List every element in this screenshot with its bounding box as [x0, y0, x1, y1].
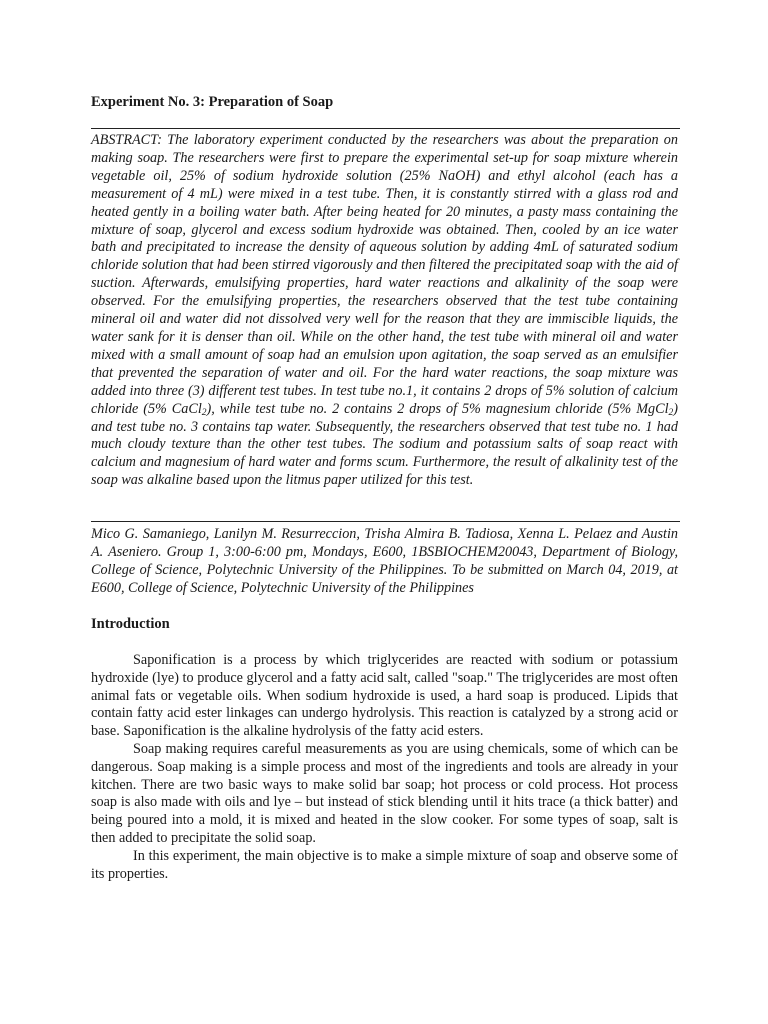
- abstract-subscript-2: 2: [668, 407, 674, 418]
- authors-top-rule: [91, 521, 680, 522]
- introduction-body: [91, 652, 678, 883]
- abstract-part-2: ), while test tube no. 2 contains 2 drops of 5% magnesium chloride (5% MgCl: [206, 400, 669, 417]
- abstract-part-1: ABSTRACT: The laboratory experiment conducted by the researchers was about the preparation on making soap. The researchers were first to prepare the experimental set-up for soap mixture wherein vegetable oil, 25% of sodium hydroxide solution (25% NaOH) and ethyl alcohol (each has a measurement of 4 mL) were mixed in a test tube. Then, it is constantly stirred with a glass rod and heated gently in a boiling water bath. After being heated for 20 minutes, a pasty mass containing the mixture of soap, glycerol and excess sodium hydroxide was obtained. Then, cooled by an ice water bath and precipitated to increase the density of aqueous solution by adding 4mL of saturated sodium chloride solution that had been stirred vigorously and then filtered the precipitated soap with the aid of suction. Afterwards, emulsifying properties, hard water reactions and alkalinity of the soap were observed. For the emulsifying properties, the researchers observed that the test tube containing mineral oil and water did not dissolved very well for the reason that they are immiscible liquids, the water sank for it is denser than oil. While on the other hand, the test tube with mineral oil and water mixed with a small amount of soap had an emulsion upon agitation, the soap served as an emulsifier that prevented the separation of water and oil. For the hard water reactions, the soap mixture was added into three (3) different test tubes. In test tube no.1, it contains 2 drops of 5% solution of calcium chloride (5% CaCl: [91, 132, 678, 417]
- introduction-paragraph: Soap making requires careful measurements as you are using chemicals, some of which can be dangerous. Soap making is a simple process and most of the ingredients and tools are already in your kitchen. There are two basic ways to make solid bar soap; hot process or cold process. Hot process soap is also made with oils and lye – but instead of stick blending until it hits trace (a thick batter) and being poured into a mold, it is mixed and heated in the slow cooker. For some types of soap, salt is then added to precipitate the solid soap.: [91, 740, 678, 846]
- abstract-top-rule: [91, 128, 680, 129]
- introduction-paragraph: Saponification is a process by which triglycerides are reacted with sodium or potassium hydroxide (lye) to produce glycerol and a fatty acid salt, called "soap." The triglycerides are most often animal fats or vegetable oils. When sodium hydroxide is used, a hard soap is produced. Lipids that contain fatty acid ester linkages can undergo hydrolysis. This reaction is catalyzed by a strong acid or base. Saponification is the alkaline hydrolysis of the fatty acid esters.: [91, 652, 678, 740]
- abstract-text: [91, 132, 678, 490]
- introduction-paragraph: In this experiment, the main objective is to make a simple mixture of soap and observe some of its properties.: [91, 847, 678, 882]
- introduction-heading: Introduction: [91, 616, 170, 632]
- abstract-subscript-1: 2: [201, 407, 207, 418]
- authors-affiliation: Mico G. Samaniego, Lanilyn M. Resurreccion, Trisha Almira B. Tadiosa, Xenna L. Pelaez and Austin A. Aseniero. Group 1, 3:00-6:00 pm, Mondays, E600, 1BSBIOCHEM20043, Department of Biology, College of Science, Polytechnic University of the Philippines. To be submitted on March 04, 2019, at E600, College of Science, Polytechnic University of the Philippines: [91, 526, 678, 596]
- document-title: Experiment No. 3: Preparation of Soap: [91, 94, 334, 110]
- abstract-part-3: ) and test tube no. 3 contains tap water. Subsequently, the researchers observed that test tube no. 1 had much cloudy texture than the other test tubes. The sodium and potassium salts of soap react with calcium and magnesium of hard water and forms scum. Furthermore, the result of alkalinity test of the soap was alkaline based upon the litmus paper utilized for this test.: [91, 400, 678, 489]
